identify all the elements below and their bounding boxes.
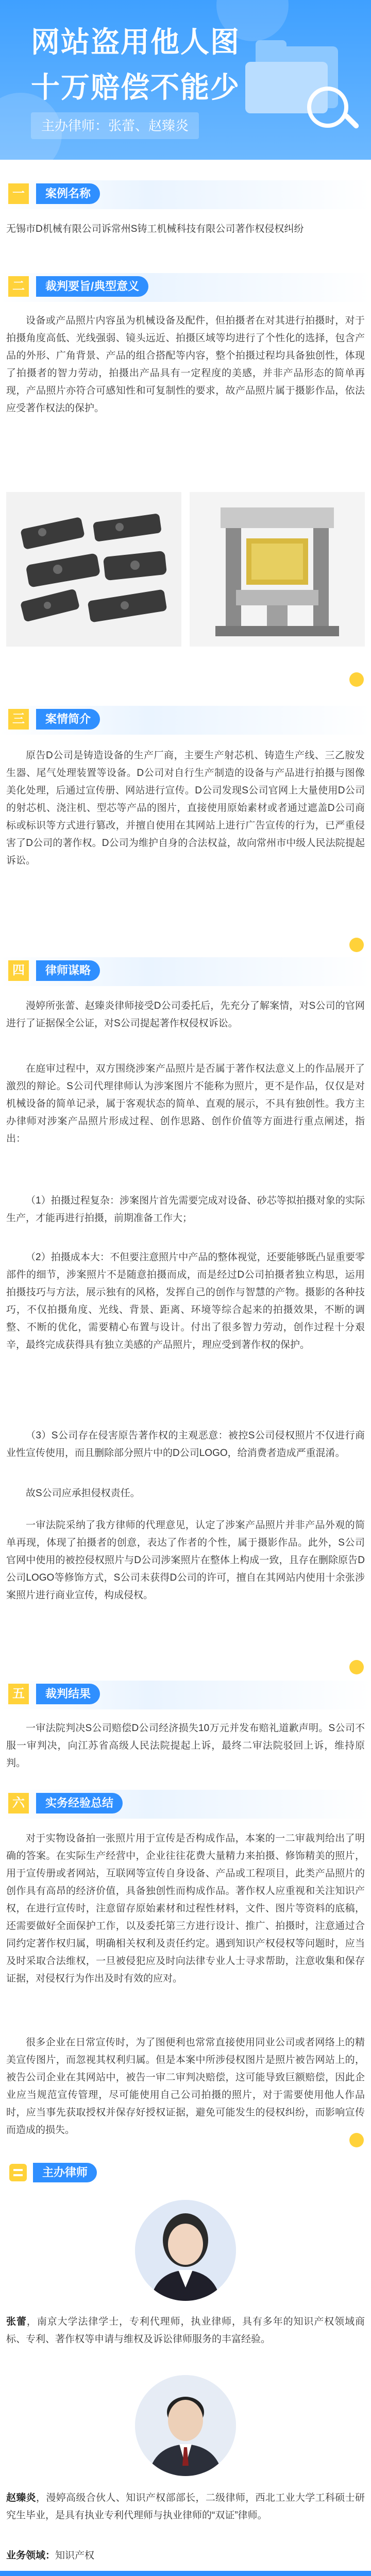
product-photo-castings [6, 492, 181, 647]
footer-band [0, 2571, 371, 2576]
lawyer-bio-text: ，漫婷高级合伙人、知识产权部部长，二级律师，西北工业大学工科硕士研究生毕业，是具有执业专利代理师与执业律师的“双证”律师。 [6, 2493, 365, 2521]
section-label: 裁判结果 [36, 1684, 100, 1704]
decor-dot [349, 672, 364, 687]
section-label: 案情简介 [36, 709, 100, 730]
field-label: 业务领域： [6, 2550, 56, 2561]
decor-dot [349, 2133, 364, 2147]
section-label: 律师谋略 [36, 960, 100, 981]
lawyers-label: 主办律师 [33, 2163, 97, 2182]
section-number: 六 [8, 1793, 29, 1814]
case-intro-text: 原告D公司是铸造设备的生产厂商，主要生产射芯机、铸造生产线、三乙胺发生器、尾气处理装置等设备。D公司对自行生产制造的设备与产品进行拍摄与图像美化处理，后通过宣传册、网站进行宣传。D公司发现S公司官网上大量使用D公司的射芯机、浇注机、型芯等产品的图片，直接使用原始素材或者通过遮盖D公司商标或标识等方式进行篡改，并擅自使用在其网站上进行广告宣传的行为，已严重侵害了D公司的著作权。D公司为维护自身的合法权益，故向常州市中级人民法院提起诉讼。 [6, 750, 365, 866]
section-header-gist [0, 273, 371, 302]
title-line-1: 网站盗用他人图 [31, 26, 240, 58]
title-line-2: 十万赔偿不能少 [31, 71, 240, 104]
section-header-case-name [0, 180, 371, 209]
strategy-paragraph: 一审法院采纳了我方律师的代理意见，认定了涉案产品照片并非产品外观的简单再现，体现了拍摄者的创意，表达了作者的个性，属于摄影作品。此外，S公司官网中使用的被控侵权照片与D公司涉案照片在整体上构成一致，且存在删除原告D公司LOGO等修饰方式，S公司未获得D公司的许可，擅自在其网站内使用十余张涉案照片进行商业宣传，构成侵权。 [6, 1520, 365, 1601]
strategy-paragraph: 在庭审过程中，双方围绕涉案产品照片是否属于著作权法意义上的作品展开了激烈的辩论。S公司代理律师认为涉案图片不能称为照片，更不是作品，仅仅是对机械设备的简单记录，属于客观状态的简单、直观的展示，不具有独创性。我方主办律师对涉案产品照片形成过程、创作思路、创作价值等方面进行重点阐述，指出： [6, 1063, 365, 1144]
magnifier-icon [307, 87, 348, 128]
hero-banner [0, 0, 371, 160]
lawyer-bio [6, 2313, 365, 2348]
section-number: 四 [8, 960, 29, 981]
section-label: 裁判要旨/典型意义 [36, 276, 148, 297]
section-label: 实务经验总结 [36, 1793, 123, 1814]
case-name-text: 无锡市D机械有限公司诉常州S铸工机械科技有限公司著作权侵权纠纷 [6, 224, 304, 234]
section-number: 二 [8, 276, 29, 297]
result-text: 一审法院判决S公司赔偿D公司经济损失10万元并发布赔礼道歉声明。S公司不服一审判决，向江苏省高级人民法院提起上诉，最终二审法院驳回上诉，维持原判。 [6, 1723, 365, 1769]
gist-text: 设备或产品照片内容虽为机械设备及配件，但拍摄者在对其进行拍摄时，对于拍摄角度高低、光线强弱、镜头远近、拍摄区域等均进行了个性化的选择，包含产品的外形、广角背景、产品的组合搭配等内容，整个拍摄过程均具备独创性，体现了拍摄者的智力劳动，拍摄出产品具有一定程度的美感，并非产品形态的简单再现，产品照片亦符合可感知性和可复制性的要求，故产品照片属于摄影作品，依法应受著作权法的保护。 [6, 315, 365, 414]
lawyer-bio [6, 2489, 365, 2524]
strategy-paragraph: 漫婷所张蕾、赵臻炎律师接受D公司委托后，先充分了解案情，对S公司的官网进行了证据保全公证，对S公司提起著作权侵权诉讼。 [6, 1001, 365, 1029]
lawyer-book-icon [9, 2164, 27, 2181]
decor-dot [349, 1660, 364, 1674]
section-number: 一 [8, 183, 29, 204]
section-header-summary [0, 1790, 371, 1819]
section-number: 三 [8, 709, 29, 730]
strategy-paragraph: （3）S公司存在侵害原告著作权的主观恶意：被控S公司侵权照片不仅进行商业性宣传使用，而且删除部分照片中的D公司LOGO，给消费者造成严重混淆。 [6, 1430, 365, 1459]
lawyer-name: 张蕾 [6, 2316, 27, 2327]
avatar-zhao-zhenyan [135, 2375, 236, 2476]
field-value: 知识产权 [55, 2550, 95, 2561]
section-header-case-intro [0, 706, 371, 735]
page-title [31, 20, 240, 110]
magnifier-handle [343, 113, 360, 130]
product-photo-machine [190, 492, 365, 647]
section-label: 案例名称 [36, 183, 100, 204]
summary-paragraph: 对于实物设备拍一张照片用于宣传是否构成作品，本案的一二审裁判给出了明确的答案。在实际生产经营中，企业往往花费大量精力来拍摄、修饰精美的照片，用于宣传册或者网站，互联网等宣传自身设备、产品或工程项目，此类产品照片的创作具有高昂的经济价值，具备独创性而构成作品。著作权人应重视和关注知识产权，在进行宣传时，注意留存原始素材和过程性材料，文件、图片等资料的底稿，还需要做好全面保护工作，以及委托第三方进行设计、推广、拍摄时，注意通过合同约定著作权归属，明确相关权利及责任约定。遇到知识产权侵权等问题时，应当及时采取合法维权，一旦被侵犯应及时向法律专业人士寻求帮助，注意收集和保存证据，对侵权行为作出及时有效的应对。 [6, 1833, 365, 1984]
section-header-result [0, 1681, 371, 1709]
lawyers-header [0, 2157, 371, 2188]
section-number: 五 [8, 1684, 29, 1704]
lawyer-name: 赵臻炎 [6, 2493, 37, 2503]
decor-dot [349, 938, 364, 952]
strategy-paragraph: （2）拍摄成本大：不但要注意照片中产品的整体视觉，还要能够既凸显重要零部件的细节，涉案照片不是随意拍摄而成，而是经过D公司拍摄者独立构思，运用拍摄技巧与方法，展示独有的风格，发挥自己的创作与智慧的产物。摄影的各种技巧，不仅拍摄角度、光线、背景、距离、环境等综合起来的拍摄效果，不断的调整、不断的优化，需要精心布置与设计。付出了很多智力劳动，创作过程十分艰辛，最终完成获得具有独立美感的产品照片，理应受到著作权的保护。 [6, 1252, 365, 1350]
section-header-strategy [0, 957, 371, 986]
avatar-zhang-lei [135, 2200, 236, 2301]
strategy-paragraph: 故S公司应承担侵权责任。 [26, 1488, 140, 1499]
summary-paragraph: 很多企业在日常宣传时，为了图便利也常常直接使用同业公司或者网络上的精美宣传图片，而忽视其权利归属。但是本案中所涉侵权图片是照片被告网站上的，被告公司企业在其网站中，被告一审二审判决赔偿，这可能导致巨额赔偿，因此企业应当规范宣传管理，尽可能使用自己公司拍摄的照片，对于需要使用他人作品时，应当事先获取授权并保存好授权证据，避免可能发生的侵权纠纷，而影响宣传而造成的损失。 [6, 2037, 365, 2136]
lawyer-bio-text: ，南京大学法律学士，专利代理师，执业律师，具有多年的知识产权领域商标、专利、著作权等申请与维权及诉讼律师服务的丰富经验。 [6, 2316, 365, 2345]
lawyer-tag: 主办律师：张蕾、赵臻炎 [31, 112, 199, 139]
strategy-paragraph: （1）拍摄过程复杂：涉案图片首先需要完成对设备、砂芯等拟拍摄对象的实际生产，才能再进行拍摄，前期准备工作大； [6, 1195, 365, 1224]
lawyer-field [6, 2547, 365, 2565]
